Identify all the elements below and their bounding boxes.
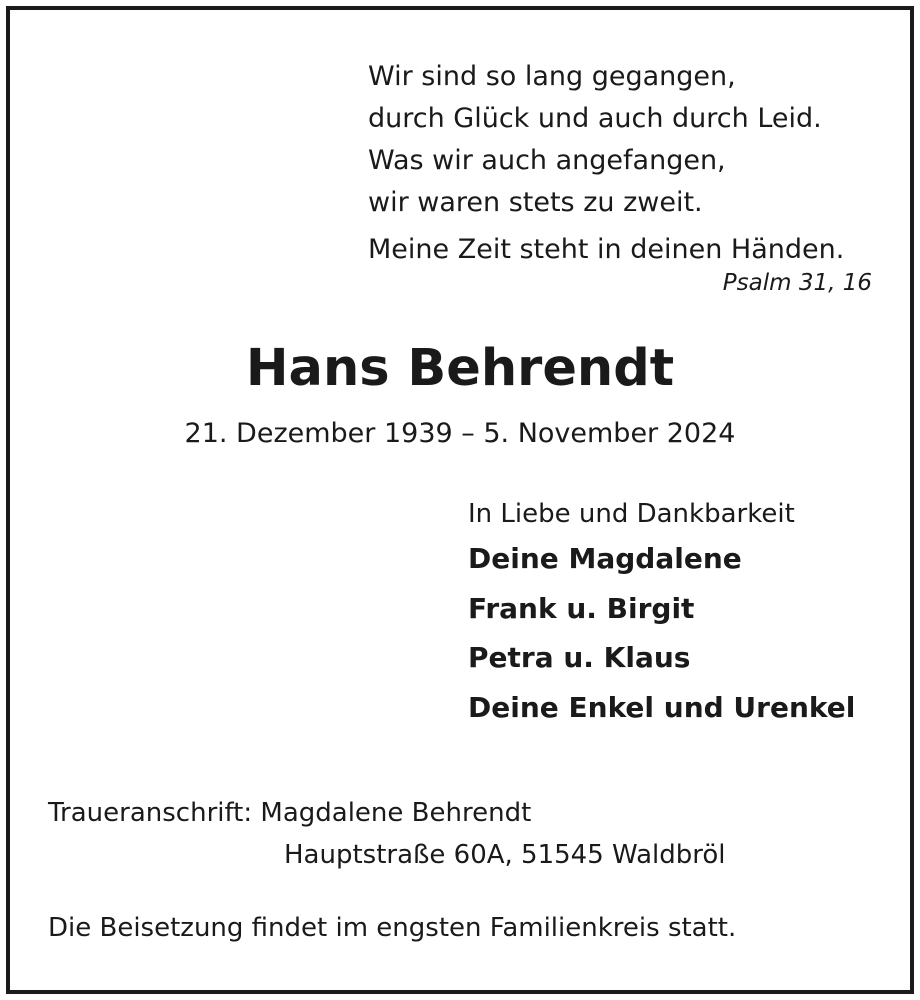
mourner-name: Deine Magdalene [468, 542, 742, 575]
address-name: Magdalene Behrendt [260, 798, 532, 828]
address-street: Hauptstraße 60A, 51545 Waldbröl [284, 840, 726, 870]
poem-line: Was wir auch angefangen, [368, 145, 726, 176]
deceased-name: Hans Behrendt [245, 339, 675, 398]
poem-line: wir waren stets zu zweit. [368, 187, 703, 218]
mourner-name: Petra u. Klaus [468, 641, 691, 674]
mourning-address [48, 792, 726, 876]
verse-source: Psalm 31, 16 [722, 270, 872, 296]
poem [368, 56, 878, 271]
address-label: Traueranschrift: [48, 798, 253, 828]
mourner-name: Deine Enkel und Urenkel [468, 690, 856, 724]
poem-line: durch Glück und auch durch Leid. [368, 103, 822, 134]
address-line-1 [48, 792, 726, 834]
mourner-name: Frank u. Birgit [468, 591, 695, 625]
mourners-block [468, 494, 898, 732]
mourners-intro: In Liebe und Dankbarkeit [468, 499, 795, 529]
burial-notice: Die Beisetzung findet im engsten Familienkreis statt. [48, 913, 737, 943]
life-dates: 21. Dezember 1939 – 5. November 2024 [184, 418, 736, 449]
bible-verse: Meine Zeit steht in deinen Händen. [368, 234, 845, 265]
poem-line: Wir sind so lang gegangen, [368, 61, 736, 92]
